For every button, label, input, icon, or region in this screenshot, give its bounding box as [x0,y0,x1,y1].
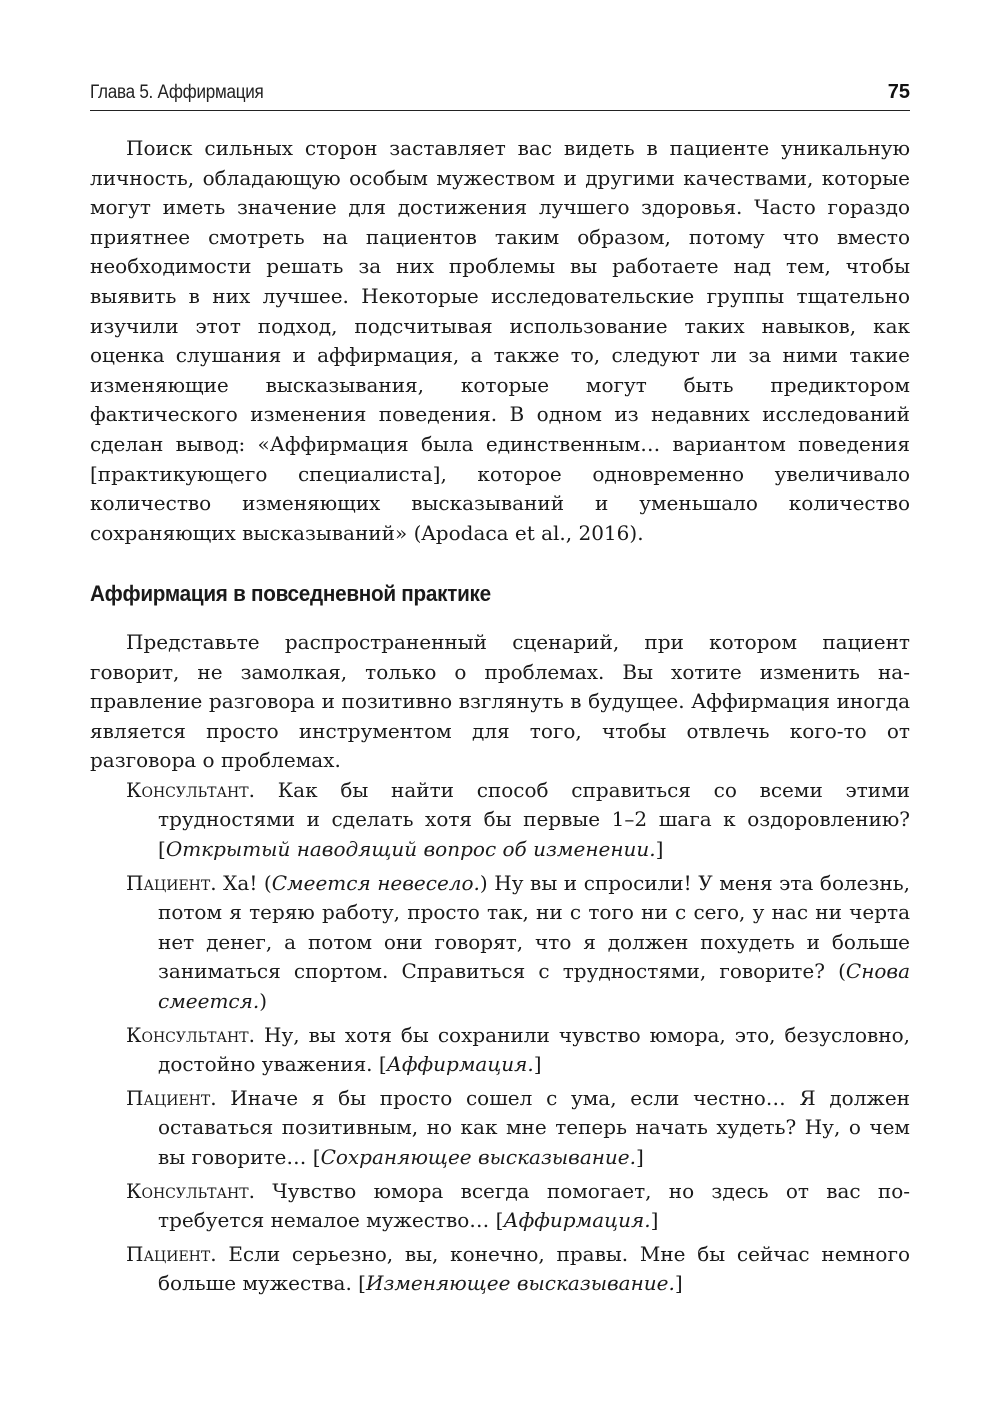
technique-annotation: Изменяющее высказывание. [366,1271,675,1296]
technique-annotation: Открытый наводящий вопрос об изменении. [165,837,656,862]
body-paragraph: Поиск сильных сторон заставляет вас видеть в пациенте уникальную личность, обладающую особым мужеством и другими качествами, которые могут иметь значение для достижения лучшего здоровья. Часто гораздо приятнее смотреть на пациентов таким образом, потому что вместо необходимости решать за них проблемы вы работаете над тем, чтобы выявить в них лучшее. Некоторые исследовательские группы тщательно изучили этот подход, подсчитывая использование таких навыков, как оценка слушания и аффирмация, а также то, следуют ли за ними такие изменяющие высказывания, которые могут быть предиктором фактического изменения поведения. В одном из недавних исследований сделан вывод: «Аффирмация была единственным… вариантом поведения [практикующего специалиста], которое одновременно увеличивало количество изменяющих высказываний и уменьшало количество сохраняющих высказываний» (Apodaca et al., 2016). [90,136,910,545]
page-header [90,80,910,111]
speaker-label: Пациент. [126,1241,217,1266]
dialogue-text: ] [533,1052,542,1077]
dialogue-turn [90,1021,910,1080]
dialogue-text: ] [674,1271,683,1296]
body-paragraph: Представьте распространенный сценарий, при котором пациент говорит, не замолкая, только о проблемах. Вы хотите изменить направление разговора и позитивно взглянуть в будущее. Аффирмация иногда является просто инструментом для того, чтобы отвлечь кого-то от разговора о проблемах. [90,629,910,773]
speaker-label: Консультант. [126,1022,255,1047]
dialogue-text: ) Ну вы и спросили! У меня эта болезнь, потом я теряю работу, просто так, ни с того ни с сего, у нас ни черта нет денег, а потом они говорят, что я должен похудеть и больше заниматься спортом. Справиться с трудностями, говорите? ( [158,870,911,984]
dialogue-turn [90,776,910,865]
dialogue-turn [90,1240,910,1299]
technique-annotation: Сохраняющее высказывание. [320,1145,636,1169]
section-heading: Аффирмация в повседневной практике [90,581,491,607]
page-number: 75 [887,81,910,103]
dialogue-text: ) [259,989,268,1014]
dialogue-turn [90,1084,910,1173]
running-head: Глава 5. Аффирмация [90,82,264,103]
dialogue-text: Если серьезно, вы, конечно, правы. Мне бы сейчас немного больше мужества. [ [158,1241,910,1296]
dialogue-text: Иначе я бы просто сошел с ума, если честно… Я должен оставаться позитивным, но как мне теперь начать худеть? Ну, о чем вы говорите… [ [158,1085,910,1169]
stage-direction: Снова смеется. [158,959,910,1014]
speaker-label: Консультант. [126,777,255,802]
page-body [90,134,910,1303]
technique-annotation: Аффирмация. [503,1208,651,1233]
dialogue-text: Как бы найти способ справиться со всеми этими трудностями и сделать хотя бы первые 1–2 шага к оздоровлению? [ [158,777,910,862]
dialogue-text: ] [636,1145,644,1169]
speaker-label: Пациент. [126,1085,217,1110]
dialogue-text: Ну, вы хотя бы сохранили чувство юмора, это, безусловно, достойно уважения. [ [158,1022,910,1077]
dialogue-turn [90,1177,910,1236]
dialogue-turn [90,869,910,1017]
stage-direction: Смеется невесело. [271,870,480,895]
speaker-label: Пациент. [126,870,217,895]
technique-annotation: Аффирмация. [386,1052,534,1077]
dialogue-text: ] [650,1208,659,1233]
speaker-label: Консультант. [126,1178,255,1203]
dialogue-text: Ха! ( [216,870,272,895]
dialogue-text: Чувство юмора всегда помогает, но здесь от вас потребуется немалое мужество… [ [158,1178,910,1233]
dialogue-text: ] [655,837,664,862]
